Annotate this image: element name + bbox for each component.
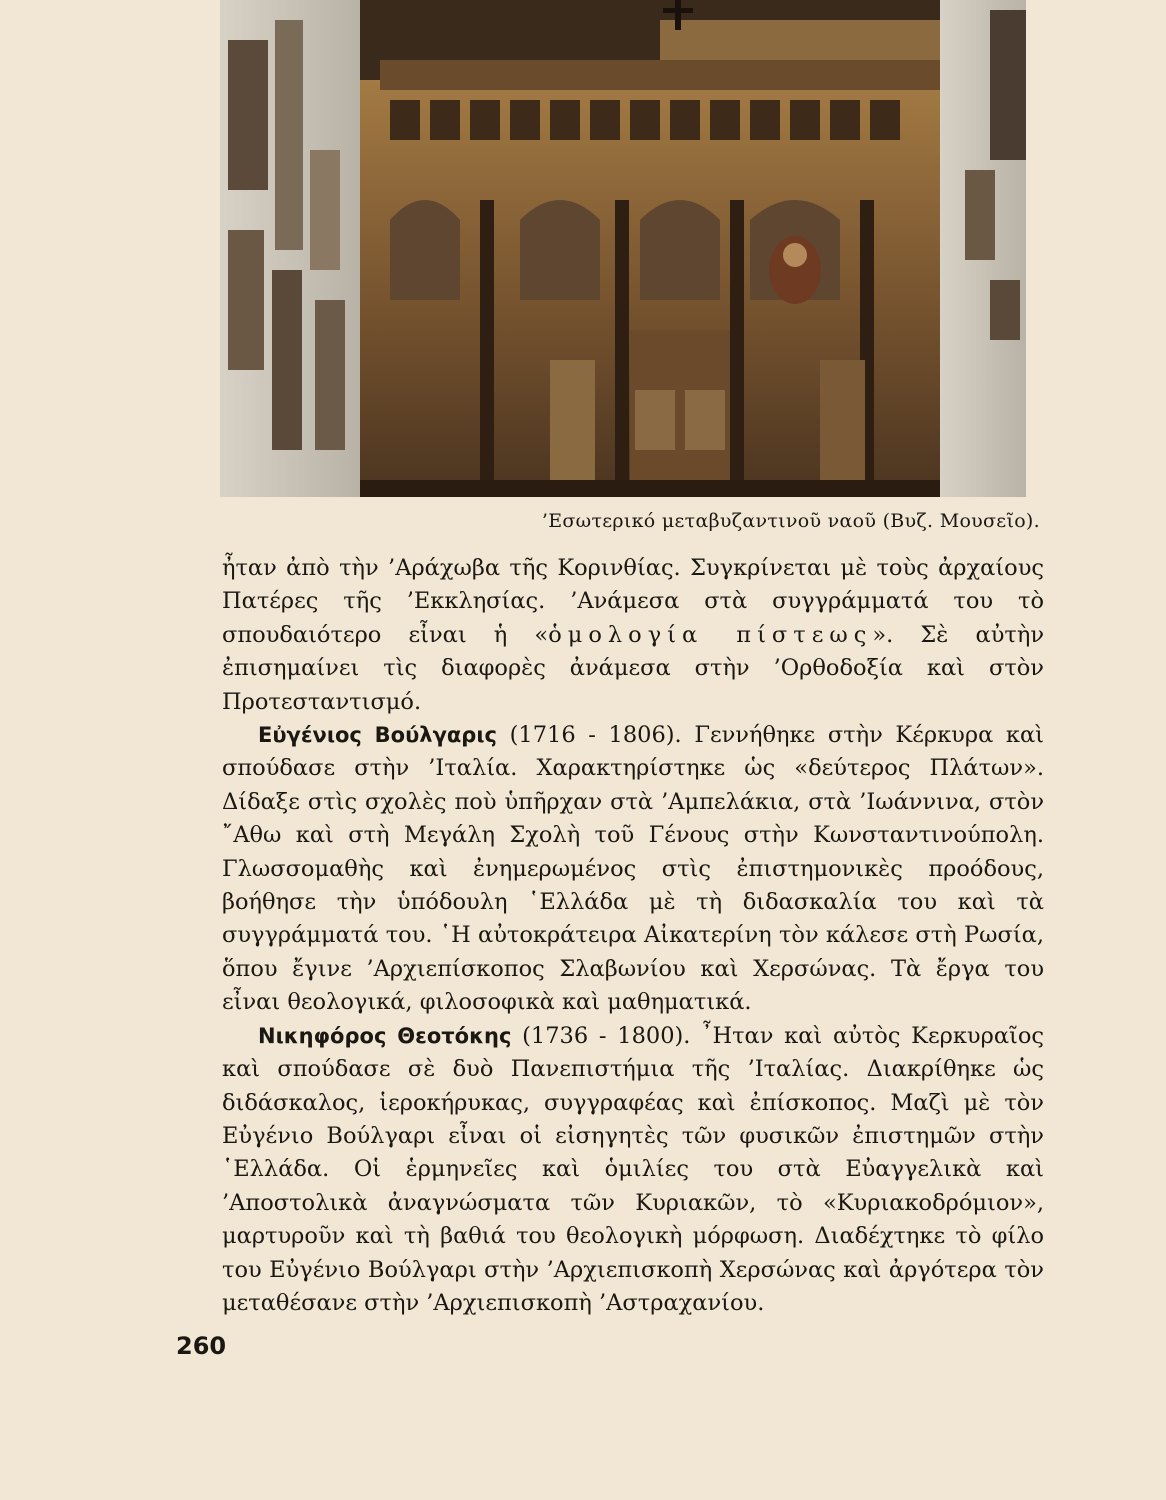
paragraph-intro-end: ». Σὲ αὐτὴν ἐπισημαίνει τὶς διαφορὲς ἀνάμεσα στὴν ’Ορθοδοξία καὶ στὸν Προτεσταντισμό. (222, 621, 1044, 715)
paragraph-intro (222, 552, 1044, 719)
paragraph-theotokis (222, 1020, 1044, 1321)
body-text (222, 552, 1044, 1320)
paragraph-intro-text: ἦταν ἀπὸ τὴν ’Αράχωβα τῆς Κορινθίας. Συγκρίνεται μὲ τοὺς ἀρχαίους Πατέρες τῆς ’Εκκλησίας. ’Ανάμεσα στὰ συγγράμματά του τὸ σπουδαιότερο εἶναι ἡ « (222, 555, 1044, 648)
heading-voulgaris: Εὐγένιος Βούλγαρις (258, 723, 497, 748)
photo-caption: ’Εσωτερικό μεταβυζαντινοῦ ναοῦ (Βυζ. Μουσεῖο). (541, 510, 1040, 532)
paragraph-theotokis-text: (1736 - 1800). ῏Ηταν καὶ αὐτὸς Κερκυραῖος καὶ σπούδασε σὲ δυὸ Πανεπιστήμια τῆς ’Ιταλίας. Διακρίθηκε ὡς διδάσκαλος, ἱεροκήρυκας, συγγραφέας καὶ ἐπίσκοπος. Μαζὶ μὲ τὸν Εὐγένιο Βούλγαρι εἶναι οἱ εἰσηγητὲς τῶν φυσικῶν ἐπιστημῶν στὴν ῾Ελλάδα. Οἱ ἑρμηνεῖες καὶ ὁμιλίες του στὰ Εὐαγγελικὰ καὶ ’Αποστολικὰ ἀναγνώσματα τῶν Κυριακῶν, τὸ «Κυριακοδρόμιον», μαρτυροῦν καὶ τὴ βαθιά του θεολογικὴ μόρφωση. Διαδέχτηκε τὸ φίλο του Εὐγένιο Βούλγαρι στὴν ’Αρχιεπισκοπὴ Χερσώνας καὶ ἀργότερα τὸν μεταθέσανε στὴν ’Αρχιεπισκοπὴ ’Αστραχανίου. (222, 1022, 1044, 1316)
church-interior-photo (220, 0, 1026, 497)
paragraph-voulgaris-text: (1716 - 1806). Γεννήθηκε στὴν Κέρκυρα καὶ σπούδασε στὴν ’Ιταλία. Χαρακτηρίστηκε ὡς «δεύτερος Πλάτων». Δίδαξε στὶς σχολὲς ποὺ ὑπῆρχαν στὰ ’Αμπελάκια, στὰ ’Ιωάννινα, στὸν ῎Αθω καὶ στὴ Μεγάλη Σχολὴ τοῦ Γένους στὴν Κωνσταντινούπολη. Γλωσσομαθὴς καὶ ἐνημερωμένος στὶς ἐπιστημονικὲς προόδους, βοήθησε τὴν ὑπόδουλη ῾Ελλάδα μὲ τὴ διδασκαλία του καὶ τὰ συγγράμματά του. ῾Η αὐτοκράτειρα Αἰκατερίνη τὸν κάλεσε στὴ Ρωσία, ὅπου ἔγινε ’Αρχιεπίσκοπος Σλαβωνίου καὶ Χερσώνας. Τὰ ἔργα του εἶναι θεολογικά, φιλοσοφικὰ καὶ μαθηματικά. (222, 722, 1044, 1016)
iconostasis-illustration (220, 0, 1026, 497)
heading-theotokis: Νικηφόρος Θεοτόκης (258, 1023, 512, 1048)
title-homologia: ὁμολογία πίστεως (548, 621, 873, 648)
paragraph-voulgaris (222, 719, 1044, 1020)
page-number: 260 (176, 1332, 227, 1360)
